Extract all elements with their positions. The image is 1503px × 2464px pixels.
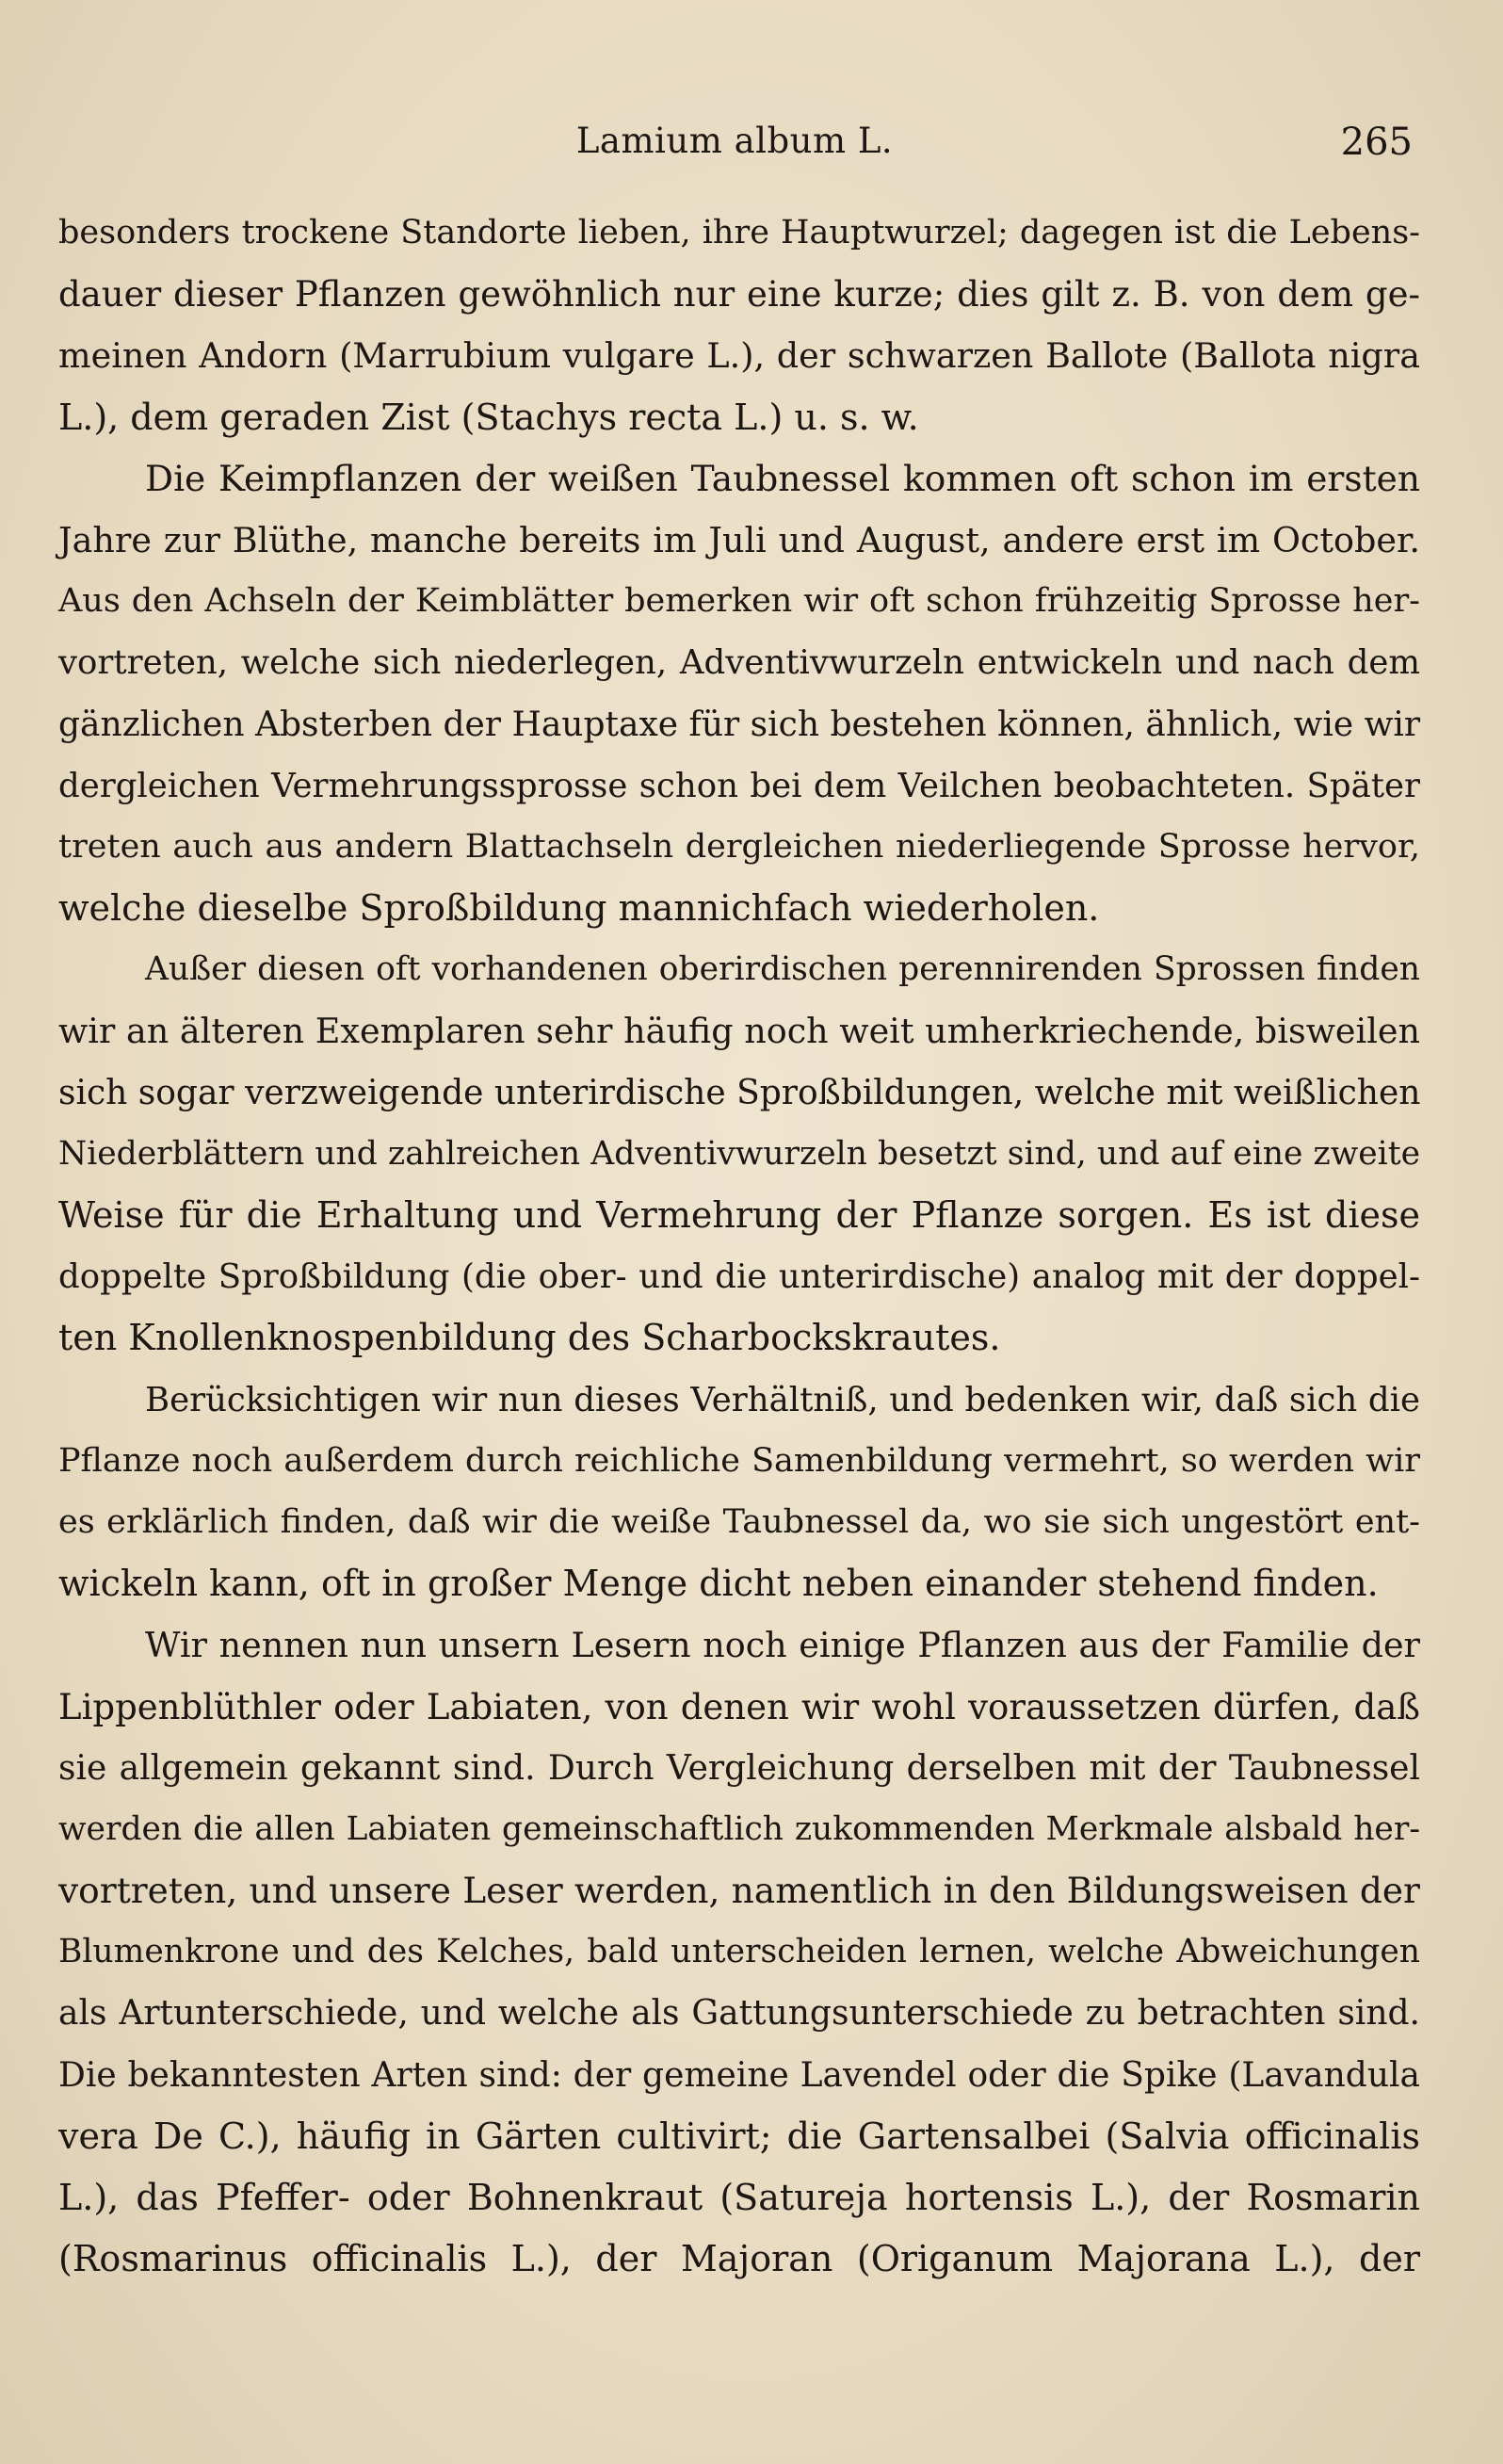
text-line: Die Keimpflanzen der weißen Taubnessel kommen oft schon im ersten — [145, 457, 1420, 499]
page-number: 265 — [1340, 121, 1413, 164]
text-line: dergleichen Vermehrungssprosse schon bei dem Veilchen beobachteten. Später — [58, 766, 1420, 805]
text-line: Aus den Achseln der Keimblätter bemerken wir oft schon frühzeitig Sprosse her- — [58, 582, 1420, 621]
running-title: Lamium album L. — [575, 121, 894, 161]
text-line: Außer diesen oft vorhandenen oberirdischen perennirenden Sprossen finden — [145, 950, 1420, 989]
text-line: Pflanze noch außerdem durch reichliche Samenbildung vermehrt, so werden wir — [58, 1441, 1420, 1480]
text-line: Niederblättern und zahlreichen Adventivwurzeln besetzt sind, und auf eine zweite — [58, 1134, 1420, 1173]
text-line: treten auch aus andern Blattachseln dergleichen niederliegende Sprosse hervor, — [58, 827, 1420, 866]
text-line: Berücksichtigen wir nun dieses Verhältniß, und bedenken wir, daß sich die — [145, 1380, 1420, 1419]
text-line: es erklärlich finden, daß wir die weiße Taubnessel da, wo sie sich ungestört ent- — [58, 1502, 1420, 1541]
text-line: sich sogar verzweigende unterirdische Sproßbildungen, welche mit weißlichen — [58, 1073, 1421, 1112]
text-line: Jahre zur Blüthe, manche bereits im Juli und August, andere erst im October. — [58, 519, 1420, 560]
text-line: vortreten, und unsere Leser werden, namentlich in den Bildungsweisen der — [58, 1870, 1420, 1912]
running-head — [0, 121, 1503, 177]
text-line: werden die allen Labiaten gemeinschaftlich zukommenden Merkmale alsbald her- — [58, 1809, 1420, 1848]
text-line: welche dieselbe Sproßbildung mannichfach wiederholen. — [58, 887, 1100, 930]
text-line: doppelte Sproßbildung (die ober- und die unterirdische) analog mit der doppel- — [58, 1257, 1420, 1297]
text-line: gänzlichen Absterben der Hauptaxe für sich bestehen können, ähnlich, wie wir — [58, 705, 1421, 744]
text-line: dauer dieser Pflanzen gewöhnlich nur eine kurze; dies gilt z. B. von dem ge- — [58, 274, 1420, 316]
text-line: meinen Andorn (Marrubium vulgare L.), der schwarzen Ballote (Ballota nigra — [58, 335, 1420, 377]
text-line: ten Knollenknospenbildung des Scharbockskrautes. — [58, 1317, 1001, 1359]
text-line: Wir nennen nun unsern Lesern noch einige Pflanzen aus der Familie der — [145, 1625, 1420, 1666]
text-line: besonders trockene Standorte lieben, ihre Hauptwurzel; dagegen ist die Lebens- — [58, 214, 1420, 251]
text-line: Weise für die Erhaltung und Vermehrung der Pflanze sorgen. Es ist diese — [58, 1194, 1420, 1236]
text-line: sie allgemein gekannt sind. Durch Vergleichung derselben mit der Taubnessel — [58, 1748, 1420, 1788]
text-line: Blumenkrone und des Kelches, bald unterscheiden lernen, welche Abweichungen — [58, 1933, 1420, 1971]
text-line: Die bekanntesten Arten sind: der gemeine Lavendel oder die Spike (Lavandula — [58, 2055, 1420, 2095]
text-line: L.), das Pfeffer- oder Bohnenkraut (Satureja hortensis L.), der Rosmarin — [58, 2177, 1420, 2218]
text-line: Lippenblüthler oder Labiaten, von denen wir wohl voraussetzen dürfen, daß — [58, 1686, 1420, 1727]
text-line: L.), dem geraden Zist (Stachys recta L.) u. s. w. — [58, 396, 919, 438]
text-line: als Artunterschiede, und welche als Gattungsunterschiede zu betrachten sind. — [58, 1994, 1420, 2034]
text-line: vera De C.), häufig in Gärten cultivirt; die Gartensalbei (Salvia officinalis — [58, 2115, 1420, 2157]
text-line: wir an älteren Exemplaren sehr häufig noch weit umherkriechende, bisweilen — [58, 1011, 1420, 1052]
text-line: (Rosmarinus officinalis L.), der Majoran (Origanum Majorana L.), der — [58, 2238, 1420, 2280]
text-line: wickeln kann, oft in großer Menge dicht neben einander stehend finden. — [58, 1563, 1379, 1605]
text-line: vortreten, welche sich niederlegen, Adventivwurzeln entwickeln und nach dem — [58, 643, 1420, 683]
body-text — [58, 203, 1420, 2290]
